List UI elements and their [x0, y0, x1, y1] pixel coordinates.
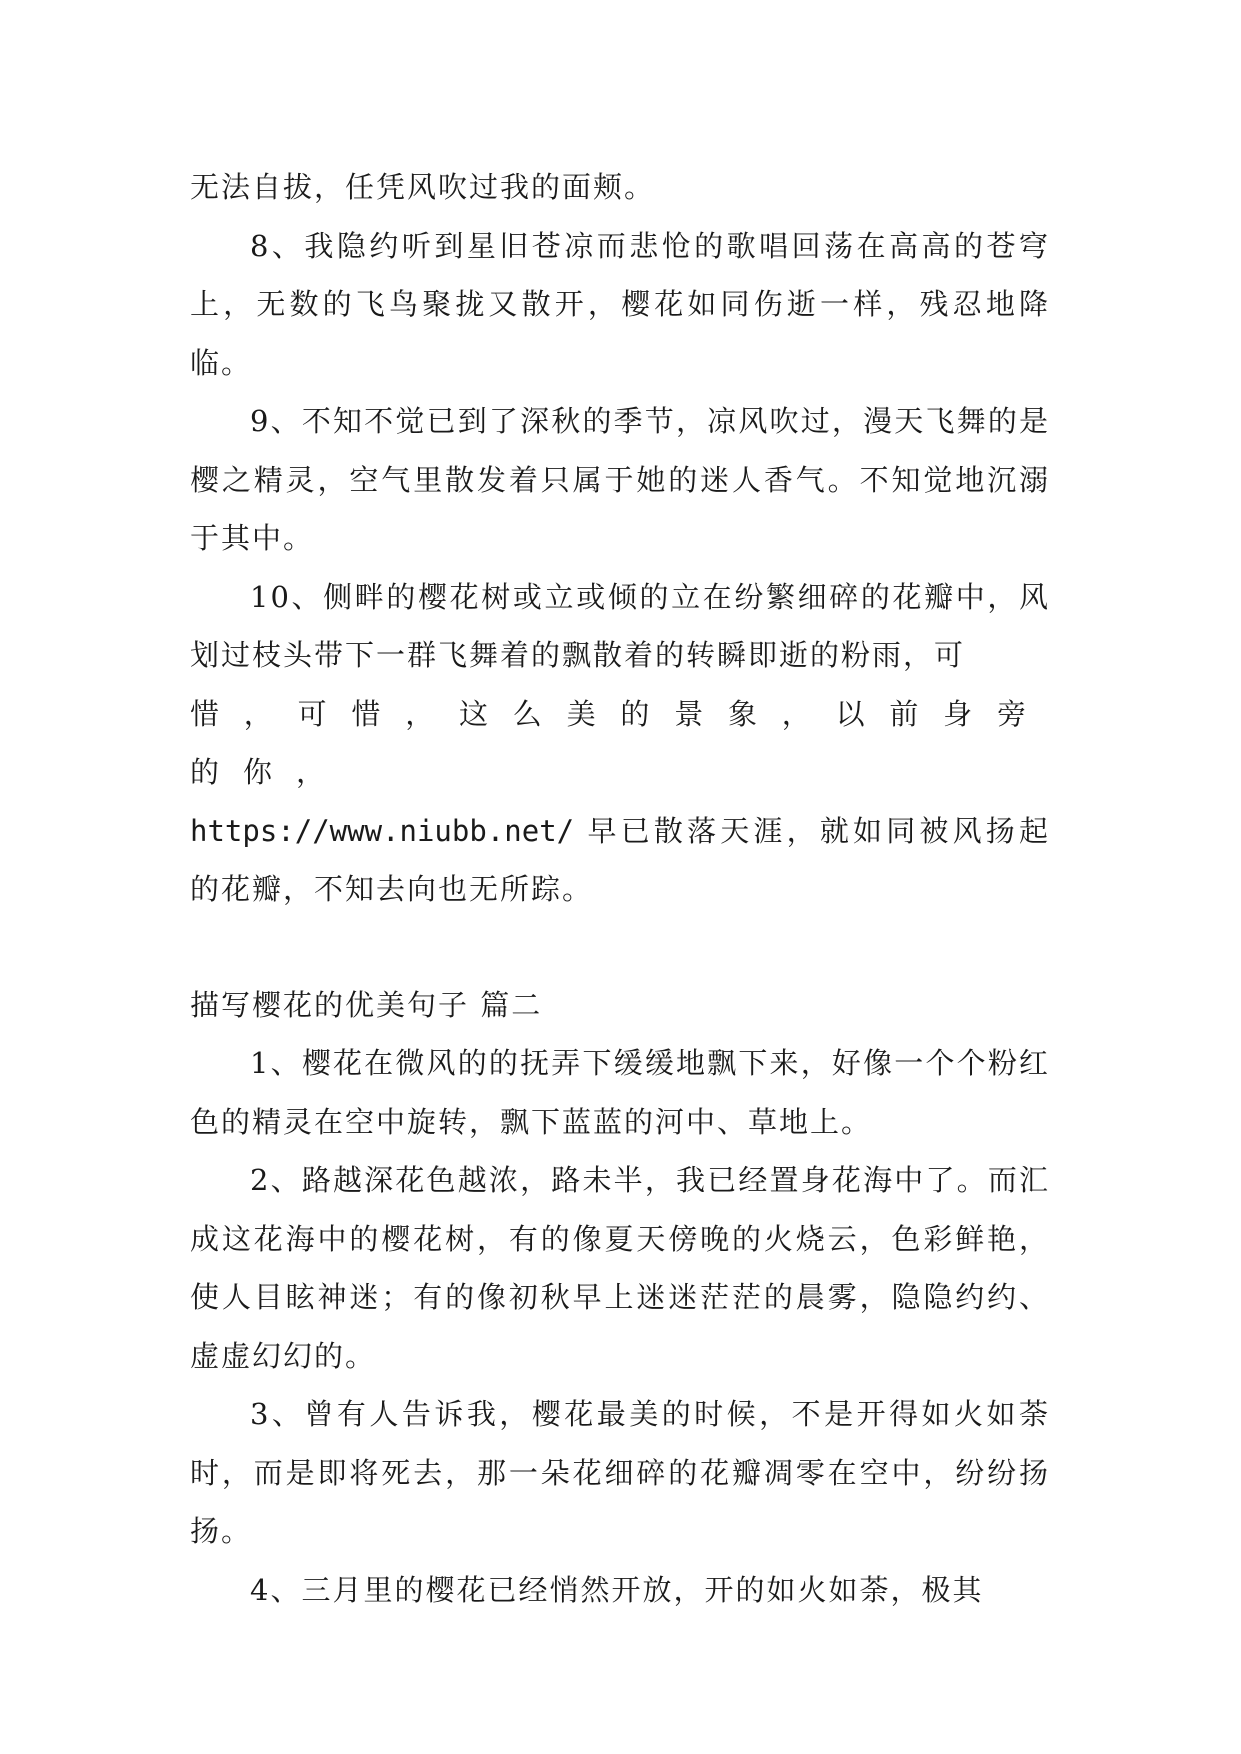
sentence-item-3: 3、曾有人告诉我，樱花最美的时候，不是开得如火如荼时，而是即将死去，那一朵花细碎的花瓣凋零在空中，纷纷扬扬。: [190, 1397, 1050, 1548]
paragraph-item-10-text-a: 10、侧畔的樱花树或立或倾的立在纷繁细碎的花瓣中，风划过枝头带下一群飞舞着的飘散着的转瞬即逝的粉雨，可: [190, 579, 1050, 672]
paragraph-item-9: 9、不知不觉已到了深秋的季节，凉风吹过，漫天飞舞的是樱之精灵，空气里散发着只属于她的迷人香气。不知觉地沉溺于其中。: [190, 404, 1050, 555]
paragraph-continuation: 无法自拔，任凭风吹过我的面颊。: [190, 170, 656, 204]
section-heading: 描写樱花的优美句子 篇二: [190, 987, 543, 1022]
paragraph-item-10-url: https://www.niubb.net/: [190, 813, 575, 848]
paragraph-item-10-text-c: 早已散落天涯，就如同被风扬起的花瓣，不知去向也无所踪。: [190, 813, 1050, 906]
document-body: [190, 158, 1050, 1619]
paragraph-item-10: [190, 568, 1050, 919]
paragraph-item-8: 8、我隐约听到星旧苍凉而悲怆的歌唱回荡在高高的苍穹上，无数的飞鸟聚拢又散开，樱花如同伤逝一样，残忍地降临。: [190, 228, 1050, 380]
sentence-item-4: 4、三月里的樱花已经悄然开放，开的如火如荼，极其: [250, 1572, 984, 1607]
sentence-item-2: 2、路越深花色越浓，路未半，我已经置身花海中了。而汇成这花海中的樱花树，有的像夏天傍晚的火烧云，色彩鲜艳，使人目眩神迷；有的像初秋早上迷迷茫茫的晨雾，隐隐约约、虚虚幻幻的。: [190, 1163, 1050, 1373]
paragraph-item-10-text-b: 惜，可惜，这么美的景象，以前身旁的你，: [190, 696, 1050, 789]
sentence-item-1: 1、樱花在微风的的抚弄下缓缓地飘下来，好像一个个粉红色的精灵在空中旋转，飘下蓝蓝的河中、草地上。: [190, 1046, 1050, 1139]
